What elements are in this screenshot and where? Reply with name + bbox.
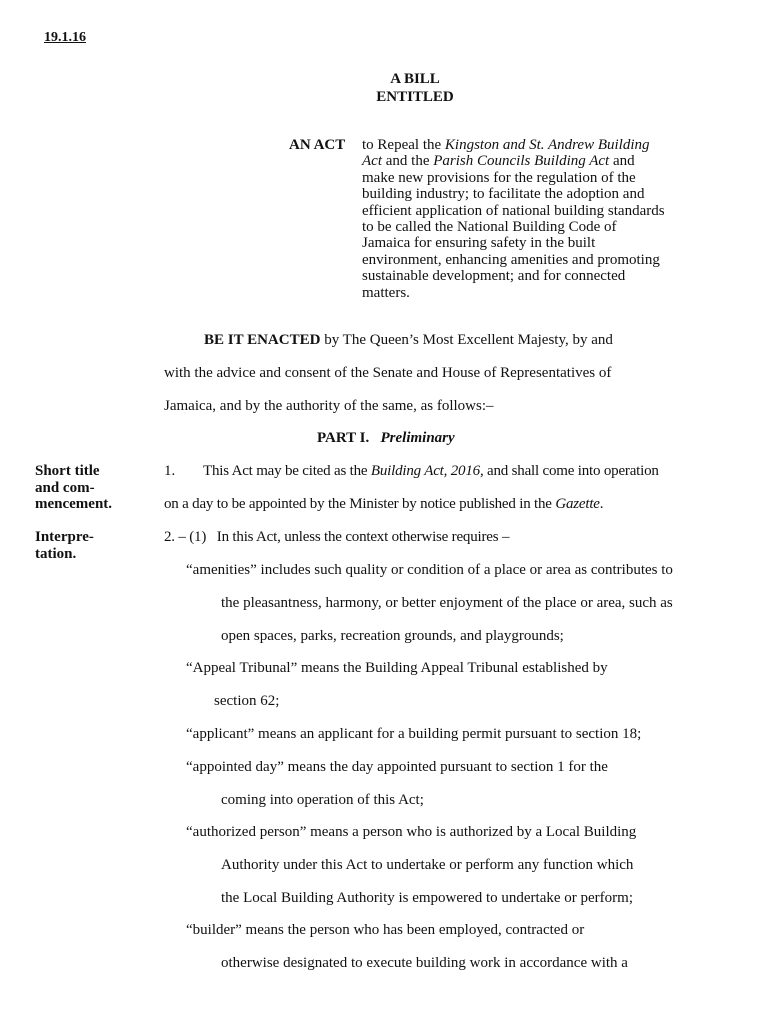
definition-authorized-person-cont-2: the Local Building Authority is empowered to undertake or perform; [221, 890, 633, 906]
long-title-line-2: Act and the Parish Councils Building Act and [362, 153, 635, 170]
definition-appointed-day-cont: coming into operation of this Act; [221, 792, 424, 808]
definition-builder: “builder” means the person who has been employed, contracted or [186, 922, 585, 938]
definition-amenities-cont-2: open spaces, parks, recreation grounds, and playgrounds; [221, 628, 564, 644]
long-title-line-10: matters. [362, 284, 410, 301]
definition-applicant: “applicant” means an applicant for a building permit pursuant to section 18; [186, 726, 642, 742]
long-title-label: AN ACT [289, 137, 346, 153]
document-date: 19.1.16 [44, 30, 86, 45]
definition-amenities-cont-1: the pleasantness, harmony, or better enjoyment of the place or area, such as [221, 595, 673, 611]
enacting-clause-line-1: BE IT ENACTED by The Queen’s Most Excellent Majesty, by and [204, 332, 613, 348]
long-title-line-8: environment, enhancing amenities and promoting [362, 251, 660, 268]
margin-note-interpretation: Interpre- tation. [35, 529, 94, 562]
definition-appeal-tribunal: “Appeal Tribunal” means the Building Appeal Tribunal established by [186, 660, 608, 676]
margin-note-short-title: Short title and com- mencement. [35, 463, 113, 512]
definition-authorized-person: “authorized person” means a person who is authorized by a Local Building [186, 824, 637, 840]
section-2-intro: 2. – (1) In this Act, unless the context otherwise requires – [164, 529, 510, 545]
definition-amenities: “amenities” includes such quality or condition of a place or area as contributes to [186, 562, 673, 578]
definition-appeal-tribunal-cont: section 62; [214, 693, 280, 709]
bill-heading: A BILL [390, 71, 440, 87]
long-title-line-5: efficient application of national building standards [362, 202, 665, 219]
long-title-line-7: Jamaica for ensuring safety in the built [362, 235, 596, 252]
long-title-line-6: to be called the National Building Code of [362, 219, 617, 236]
definition-builder-cont: otherwise designated to execute building work in accordance with a [221, 955, 628, 971]
section-1-line-1: This Act may be cited as the Building Act, 2016, and shall come into operation [203, 463, 659, 479]
long-title-line-3: make new provisions for the regulation of the [362, 169, 636, 186]
section-1-line-2: on a day to be appointed by the Minister by notice published in the Gazette. [164, 496, 604, 512]
bill-subheading: ENTITLED [376, 89, 454, 105]
enacting-clause-line-2: with the advice and consent of the Senate and House of Representatives of [164, 365, 612, 381]
long-title-text [362, 137, 665, 301]
long-title-line-1: to Repeal the Kingston and St. Andrew Building [362, 137, 650, 153]
long-title-line-9: sustainable development; and for connected [362, 268, 626, 285]
definition-authorized-person-cont-1: Authority under this Act to undertake or perform any function which [221, 857, 634, 873]
part-heading: PART I. Preliminary [317, 430, 455, 446]
long-title-line-4: building industry; to facilitate the adoption and [362, 186, 645, 203]
section-1-number: 1. [164, 463, 176, 479]
enacting-clause-line-3: Jamaica, and by the authority of the same, as follows:– [164, 398, 494, 414]
definition-appointed-day: “appointed day” means the day appointed pursuant to section 1 for the [186, 759, 608, 775]
